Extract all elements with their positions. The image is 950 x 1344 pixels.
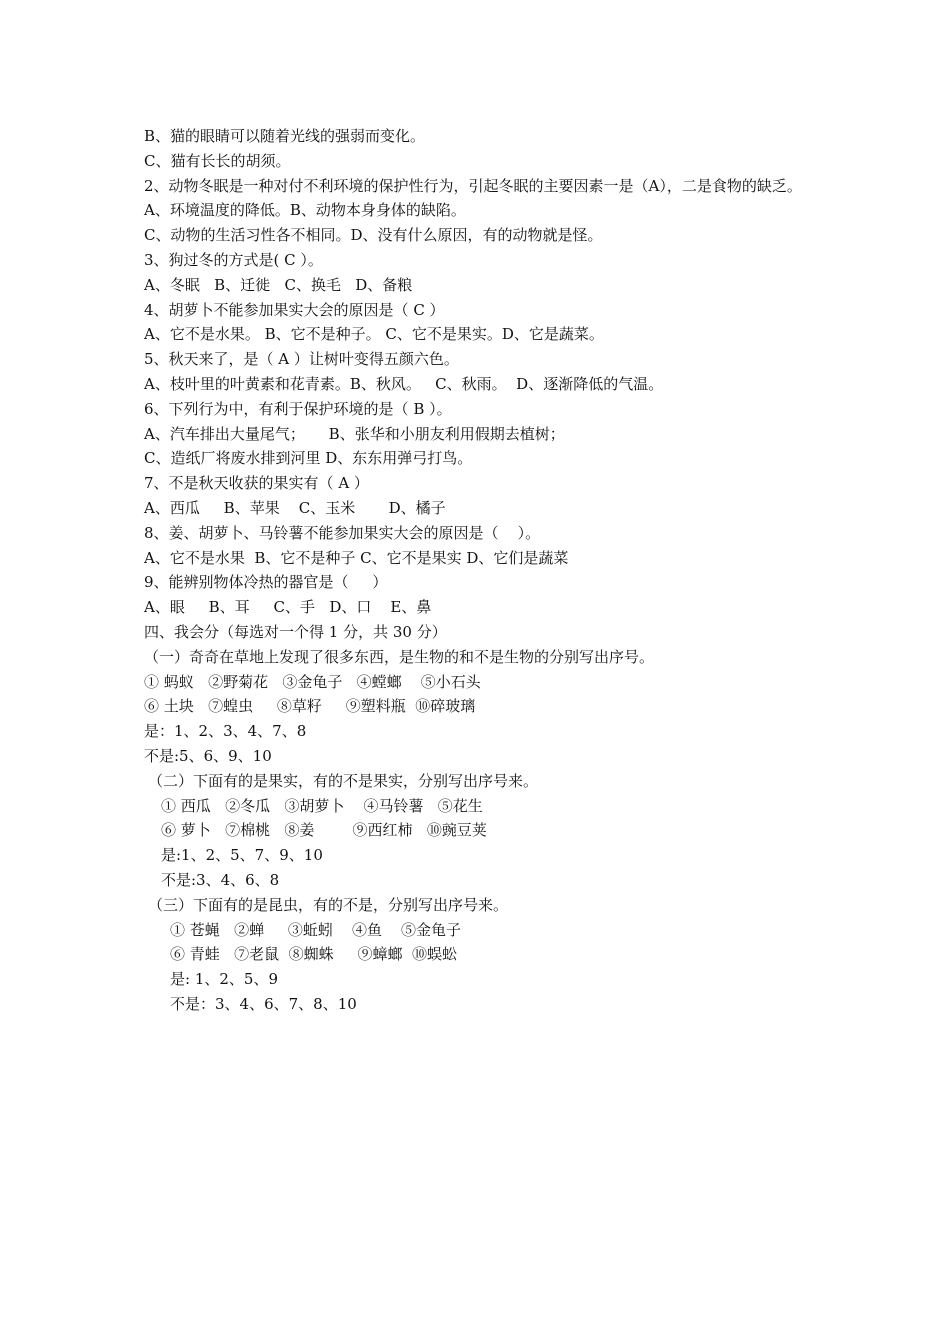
part-2-prompt: （二）下面有的是果实，有的不是果实，分别写出序号来。	[148, 771, 539, 790]
part-1-answer-no: 不是:5、6、9、10	[144, 746, 272, 765]
part-1-prompt: （一）奇奇在草地上发现了很多东西，是生物的和不是生物的分别写出序号。	[144, 647, 655, 666]
question-5: 5、秋天来了，是（ A ）让树叶变得五颜六色。	[144, 350, 459, 369]
q2-options-cd: C、动物的生活习性各不相同。D、没有什么原因，有的动物就是怪。	[144, 226, 603, 245]
question-7: 7、不是秋天收获的果实有（ A ）	[144, 474, 369, 493]
q3-options: A、冬眠 B、迁徙 C、换毛 D、备粮	[144, 275, 413, 294]
part-2-answer-no: 不是:3、4、6、8	[161, 870, 280, 889]
part-1-items-row-1: ① 蚂蚁 ②野菊花 ③金龟子 ④螳螂 ⑤小石头	[144, 672, 481, 691]
part-3-answer-no: 不是：3、4、6、7、8、10	[170, 994, 357, 1013]
question-3: 3、狗过冬的方式是( C ）。	[144, 250, 323, 269]
q2-options-ab: A、环境温度的降低。B、动物本身身体的缺陷。	[144, 201, 466, 220]
question-4: 4、胡萝卜不能参加果实大会的原因是（ C ）	[144, 300, 445, 319]
q1-option-c: C、猫有长长的胡须。	[144, 151, 291, 170]
part-3-items-row-1: ① 苍蝇 ②蝉 ③蚯蚓 ④鱼 ⑤金龟子	[170, 920, 462, 939]
q7-options: A、西瓜 B、苹果 C、玉米 D、橘子	[144, 498, 446, 517]
q8-options: A、它不是水果 B、它不是种子 C、它不是果实 D、它们是蔬菜	[144, 548, 569, 567]
part-2-answer-yes: 是:1、2、5、7、9、10	[161, 846, 323, 865]
part-1-answer-yes: 是：1、2、3、4、7、8	[144, 722, 307, 741]
q5-options: A、枝叶里的叶黄素和花青素。B、秋风。 C、秋雨。 D、逐渐降低的气温。	[144, 374, 664, 393]
question-6: 6、下列行为中，有利于保护环境的是（ B ）。	[144, 399, 452, 418]
part-3-prompt: （三）下面有的是昆虫，有的不是，分别写出序号来。	[148, 895, 509, 914]
part-3-items-row-2: ⑥ 青蛙 ⑦老鼠 ⑧蜘蛛 ⑨蟑螂 ⑩蜈蚣	[170, 945, 457, 964]
part-3-answer-yes: 是: 1、2、5、9	[170, 970, 278, 989]
q6-options-ab: A、汽车排出大量尾气； B、张华和小朋友利用假期去植树；	[144, 424, 565, 443]
question-8: 8、姜、胡萝卜、马铃薯不能参加果实大会的原因是（ ）。	[144, 523, 541, 542]
question-9: 9、能辨别物体冷热的器官是（ ）	[144, 573, 388, 592]
document-page	[144, 124, 814, 1017]
q6-options-cd: C、造纸厂将废水排到河里 D、东东用弹弓打鸟。	[144, 449, 473, 468]
q9-options: A、眼 B、耳 C、手 D、口 E、鼻	[144, 598, 432, 617]
part-2-items-row-1: ① 西瓜 ②冬瓜 ③胡萝卜 ④马铃薯 ⑤花生	[161, 796, 483, 815]
q4-options: A、它不是水果。 B、它不是种子。 C、它不是果实。D、它是蔬菜。	[144, 325, 604, 344]
section-4-heading: 四、我会分（每选对一个得 1 分，共 30 分）	[144, 622, 447, 641]
question-2: 2、动物冬眠是一种对付不利环境的保护性行为，引起冬眠的主要因素一是（A），二是食物的缺乏。	[144, 176, 802, 195]
part-1-items-row-2: ⑥ 土块 ⑦蝗虫 ⑧草籽 ⑨塑料瓶 ⑩碎玻璃	[144, 697, 476, 716]
part-2-items-row-2: ⑥ 萝卜 ⑦棉桃 ⑧姜 ⑨西红柿 ⑩豌豆荚	[161, 821, 487, 840]
q1-option-b: B、猫的眼睛可以随着光线的强弱而变化。	[144, 127, 426, 145]
